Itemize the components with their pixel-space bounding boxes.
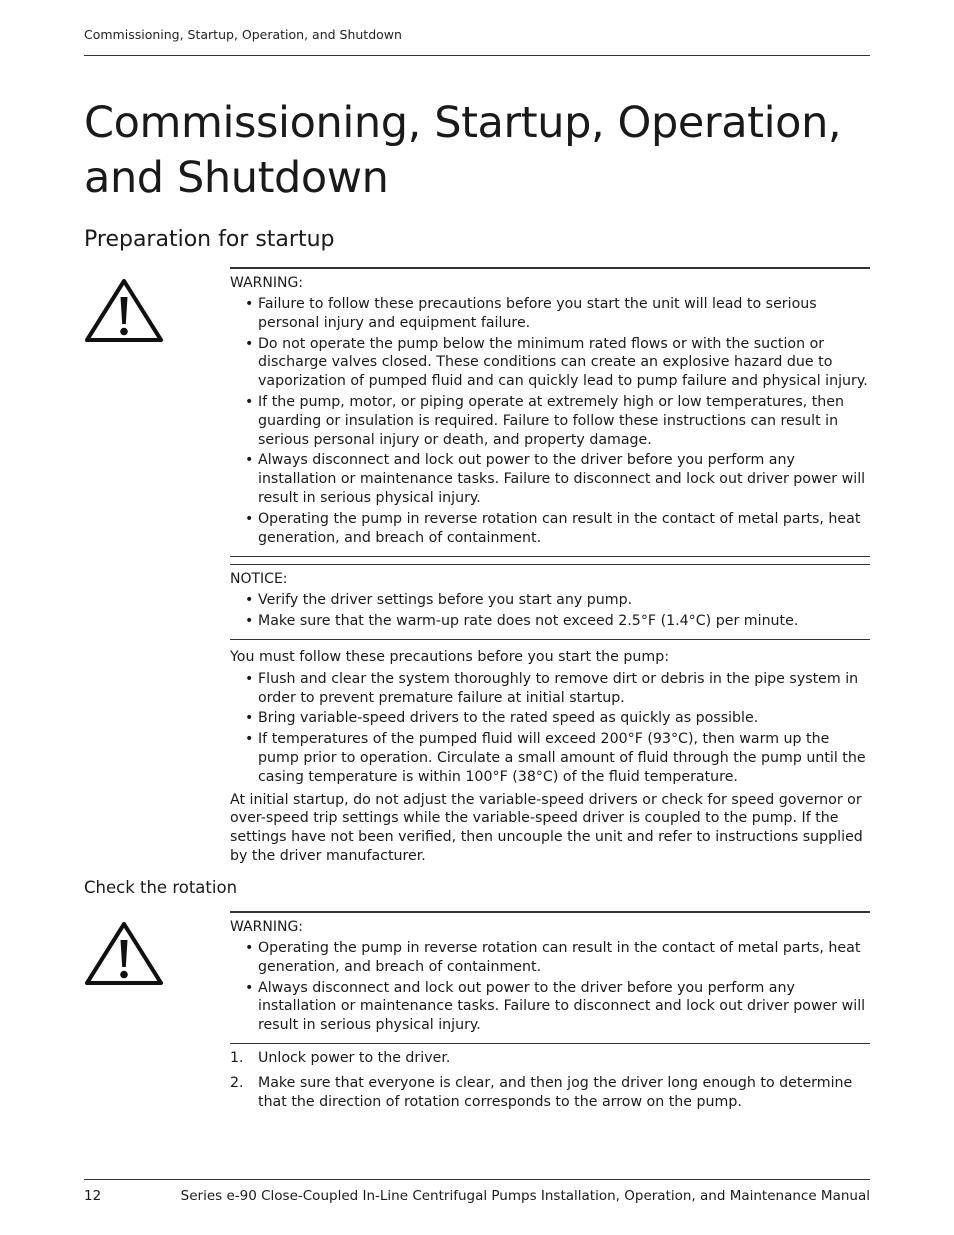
warning-triangle-icon [84,277,164,347]
warning-list-1 [230,295,870,547]
step-number: 1. [230,1050,244,1066]
running-header: Commissioning, Startup, Operation, and Shutdown [84,27,402,42]
initial-startup-paragraph: At initial startup, do not adjust the variable-speed drivers or check for speed governor or over-speed trip settings while the variable-speed driver is coupled to the pump. If the settings have not been verified, then uncouple the unit and refer to instructions supplied by the driver manufacturer. [230,791,863,864]
header-rule [84,55,870,56]
step-item [230,1074,872,1112]
footer-page-number: 12 [84,1188,102,1204]
precautions-block [230,648,872,866]
list-item: • Always disconnect and lock out power to the driver before you perform any installation or maintenance tasks. Failure to disconnect and lock out driver power will result in serious physical injury. [230,451,870,507]
precautions-intro: You must follow these precautions before you start the pump: [230,649,670,665]
chapter-title: Commissioning, Startup, Operation, and Shutdown [84,98,842,203]
precautions-list [230,670,872,787]
warning-triangle-icon [84,920,164,990]
list-item: • Flush and clear the system thoroughly to remove dirt or debris in the pipe system in order to prevent premature failure at initial startup. [230,670,872,708]
list-item: • Do not operate the pump below the minimum rated flows or with the suction or discharge valves closed. These conditions can create an explosive hazard due to vaporization of pumped fluid and can quickly lead to pump failure and physical injury. [230,335,870,391]
notice-list [230,591,870,631]
step-item [230,1049,872,1068]
footer-rule [84,1179,870,1180]
warning-list-2 [230,939,870,1035]
warning-box-1 [230,267,870,557]
list-item: • Bring variable-speed drivers to the rated speed as quickly as possible. [230,709,872,728]
warning-box-2 [230,911,870,1044]
step-text: Make sure that everyone is clear, and then jog the driver long enough to determine that the direction of rotation corresponds to the arrow on the pump. [258,1074,853,1110]
notice-box [230,564,870,640]
rotation-steps [230,1049,872,1117]
list-item: • If the pump, motor, or piping operate at extremely high or low temperatures, then guarding or insulation is required. Failure to follow these instructions can result in serious personal injury or death, and property damage. [230,393,870,449]
subsection-title: Check the rotation [84,878,238,897]
step-text: Unlock power to the driver. [258,1050,451,1066]
notice-label: NOTICE: [230,571,288,587]
list-item: • Make sure that the warm-up rate does not exceed 2.5°F (1.4°C) per minute. [230,612,870,631]
list-item: • Verify the driver settings before you start any pump. [230,591,870,610]
section-title: Preparation for startup [84,227,335,252]
step-number: 2. [230,1074,244,1091]
list-item: • Always disconnect and lock out power to the driver before you perform any installation or maintenance tasks. Failure to disconnect and lock out driver power will result in serious physical injury. [230,979,870,1035]
list-item: • Failure to follow these precautions before you start the unit will lead to serious personal injury and equipment failure. [230,295,870,333]
list-item: • Operating the pump in reverse rotation can result in the contact of metal parts, heat generation, and breach of containment. [230,510,870,548]
list-item: • Operating the pump in reverse rotation can result in the contact of metal parts, heat generation, and breach of containment. [230,939,870,977]
warning-label: WARNING: [230,275,304,291]
footer-manual-title: Series e-90 Close-Coupled In-Line Centrifugal Pumps Installation, Operation, and Maintenance Manual [180,1188,870,1204]
list-item: • If temperatures of the pumped fluid will exceed 200°F (93°C), then warm up the pump prior to operation. Circulate a small amount of fluid through the pump until the casing temperature is within 100°F (38°C) of the fluid temperature. [230,730,872,786]
warning-label: WARNING: [230,919,304,935]
